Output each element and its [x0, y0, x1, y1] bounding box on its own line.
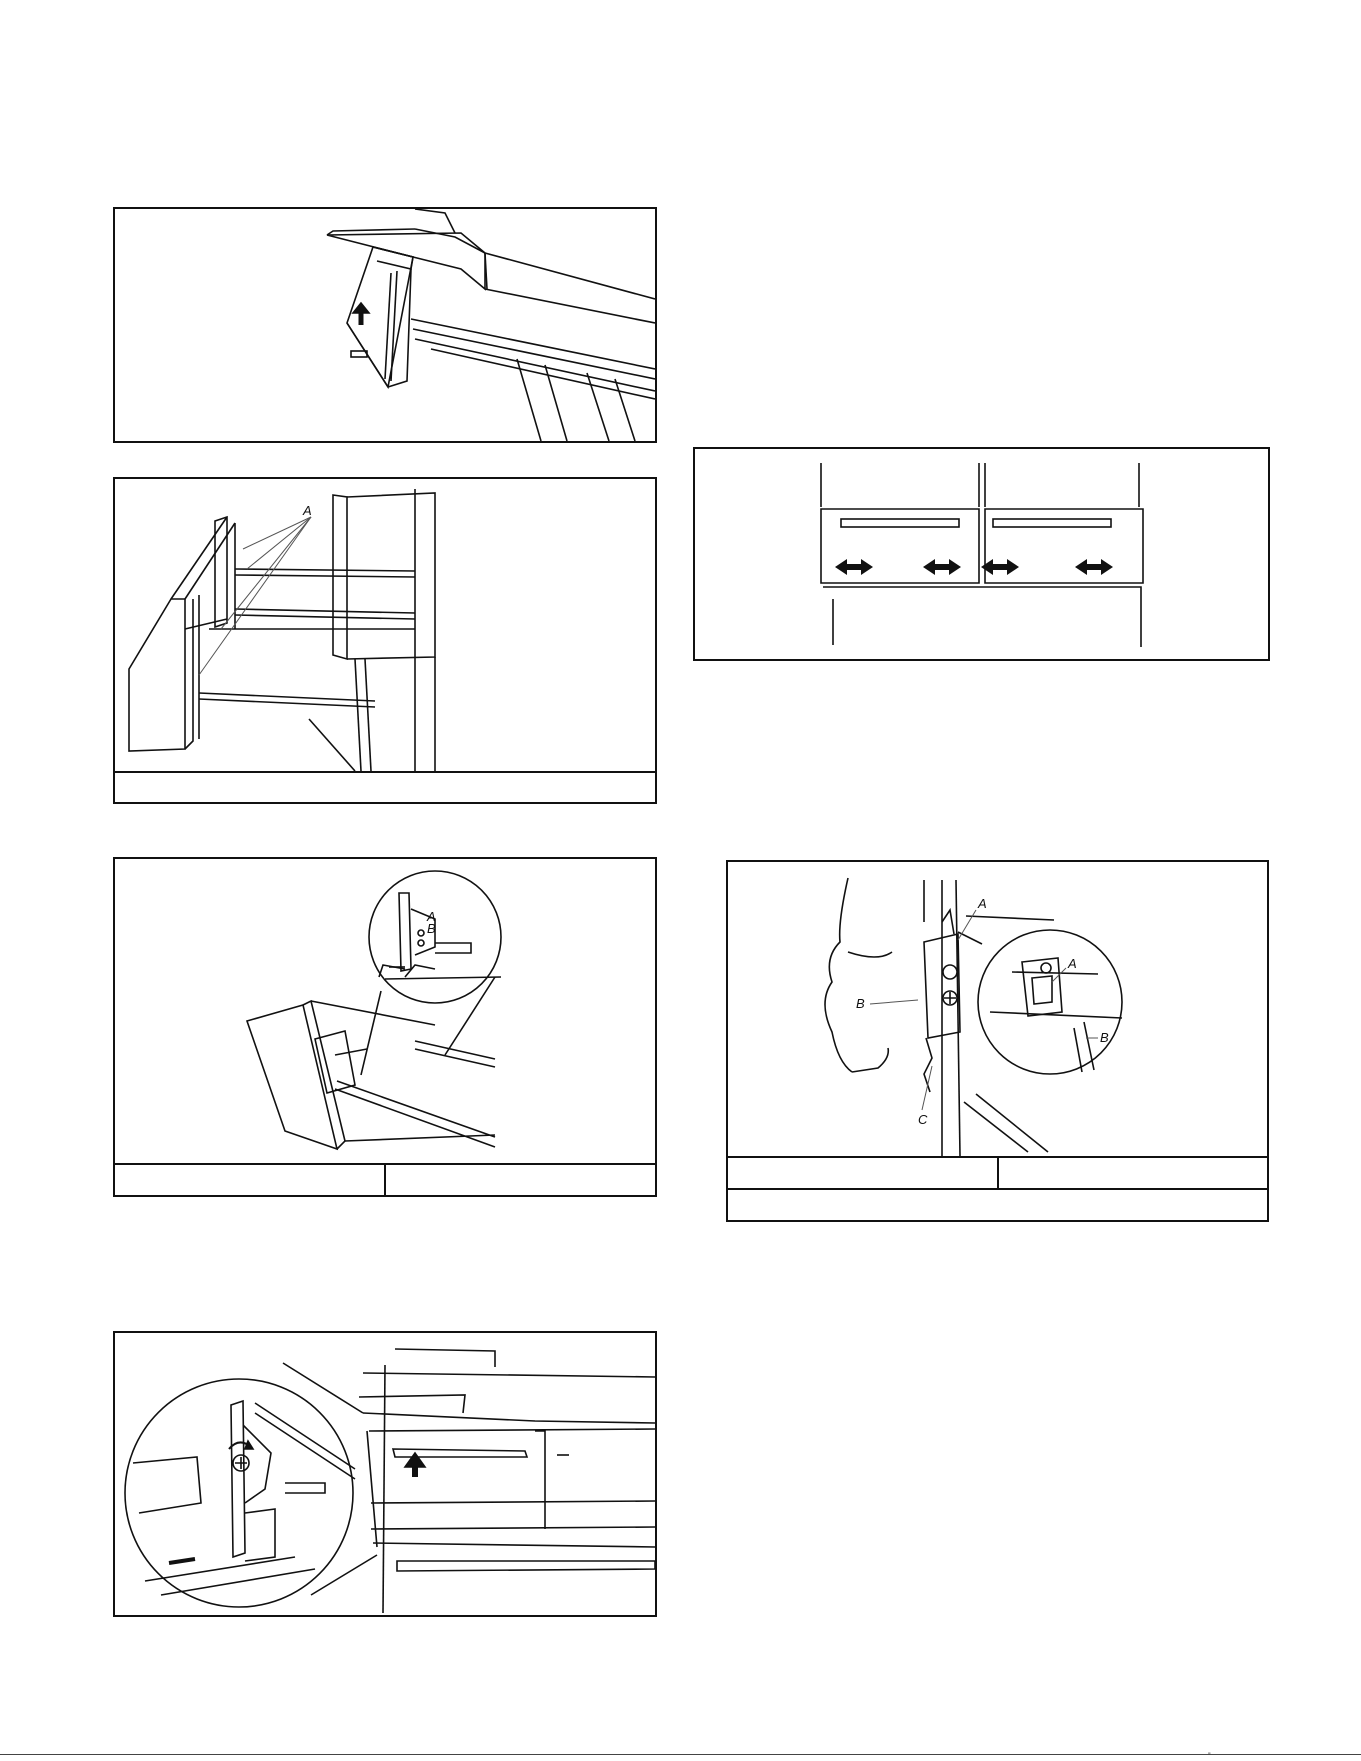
figure-bracket-detail: [113, 857, 657, 1197]
callout-a: A: [978, 896, 987, 911]
callout-a: A: [303, 503, 312, 518]
hand-bracket-illustration: [728, 862, 1267, 1156]
figure-screw-adjust: [113, 1331, 657, 1617]
figure-caption-bottom: [728, 1188, 1267, 1220]
drawer-alignment-illustration: [695, 449, 1268, 659]
caption-left: [728, 1158, 997, 1188]
callout-b: B: [856, 996, 865, 1011]
figure-caption: [115, 1163, 655, 1195]
caption-bottom: [728, 1190, 1267, 1220]
caption-cell: [115, 773, 655, 802]
callout-a: A: [427, 909, 436, 924]
inset-callout-b: B: [1100, 1030, 1109, 1045]
figure-drawer-alignment: [693, 447, 1270, 661]
footer-rule: [0, 1754, 1361, 1755]
figure-caption: [728, 1156, 1267, 1188]
caption-right: [384, 1165, 655, 1195]
inset-callout-a: A: [1068, 956, 1077, 971]
figure-drawer-lift: [113, 207, 657, 443]
footer-mark: -: [1207, 1748, 1211, 1759]
drawer-rails-illustration: [115, 479, 655, 771]
figure-drawer-rails: [113, 477, 657, 804]
caption-right: [997, 1158, 1268, 1188]
bracket-detail-illustration: [115, 859, 655, 1155]
figure-hand-bracket: [726, 860, 1269, 1222]
drawer-lift-illustration: [115, 209, 655, 441]
callout-b: B: [427, 921, 436, 936]
caption-left: [115, 1165, 384, 1195]
screw-adjust-illustration: [115, 1333, 655, 1615]
figure-caption: [115, 771, 655, 802]
callout-c: C: [918, 1112, 928, 1127]
